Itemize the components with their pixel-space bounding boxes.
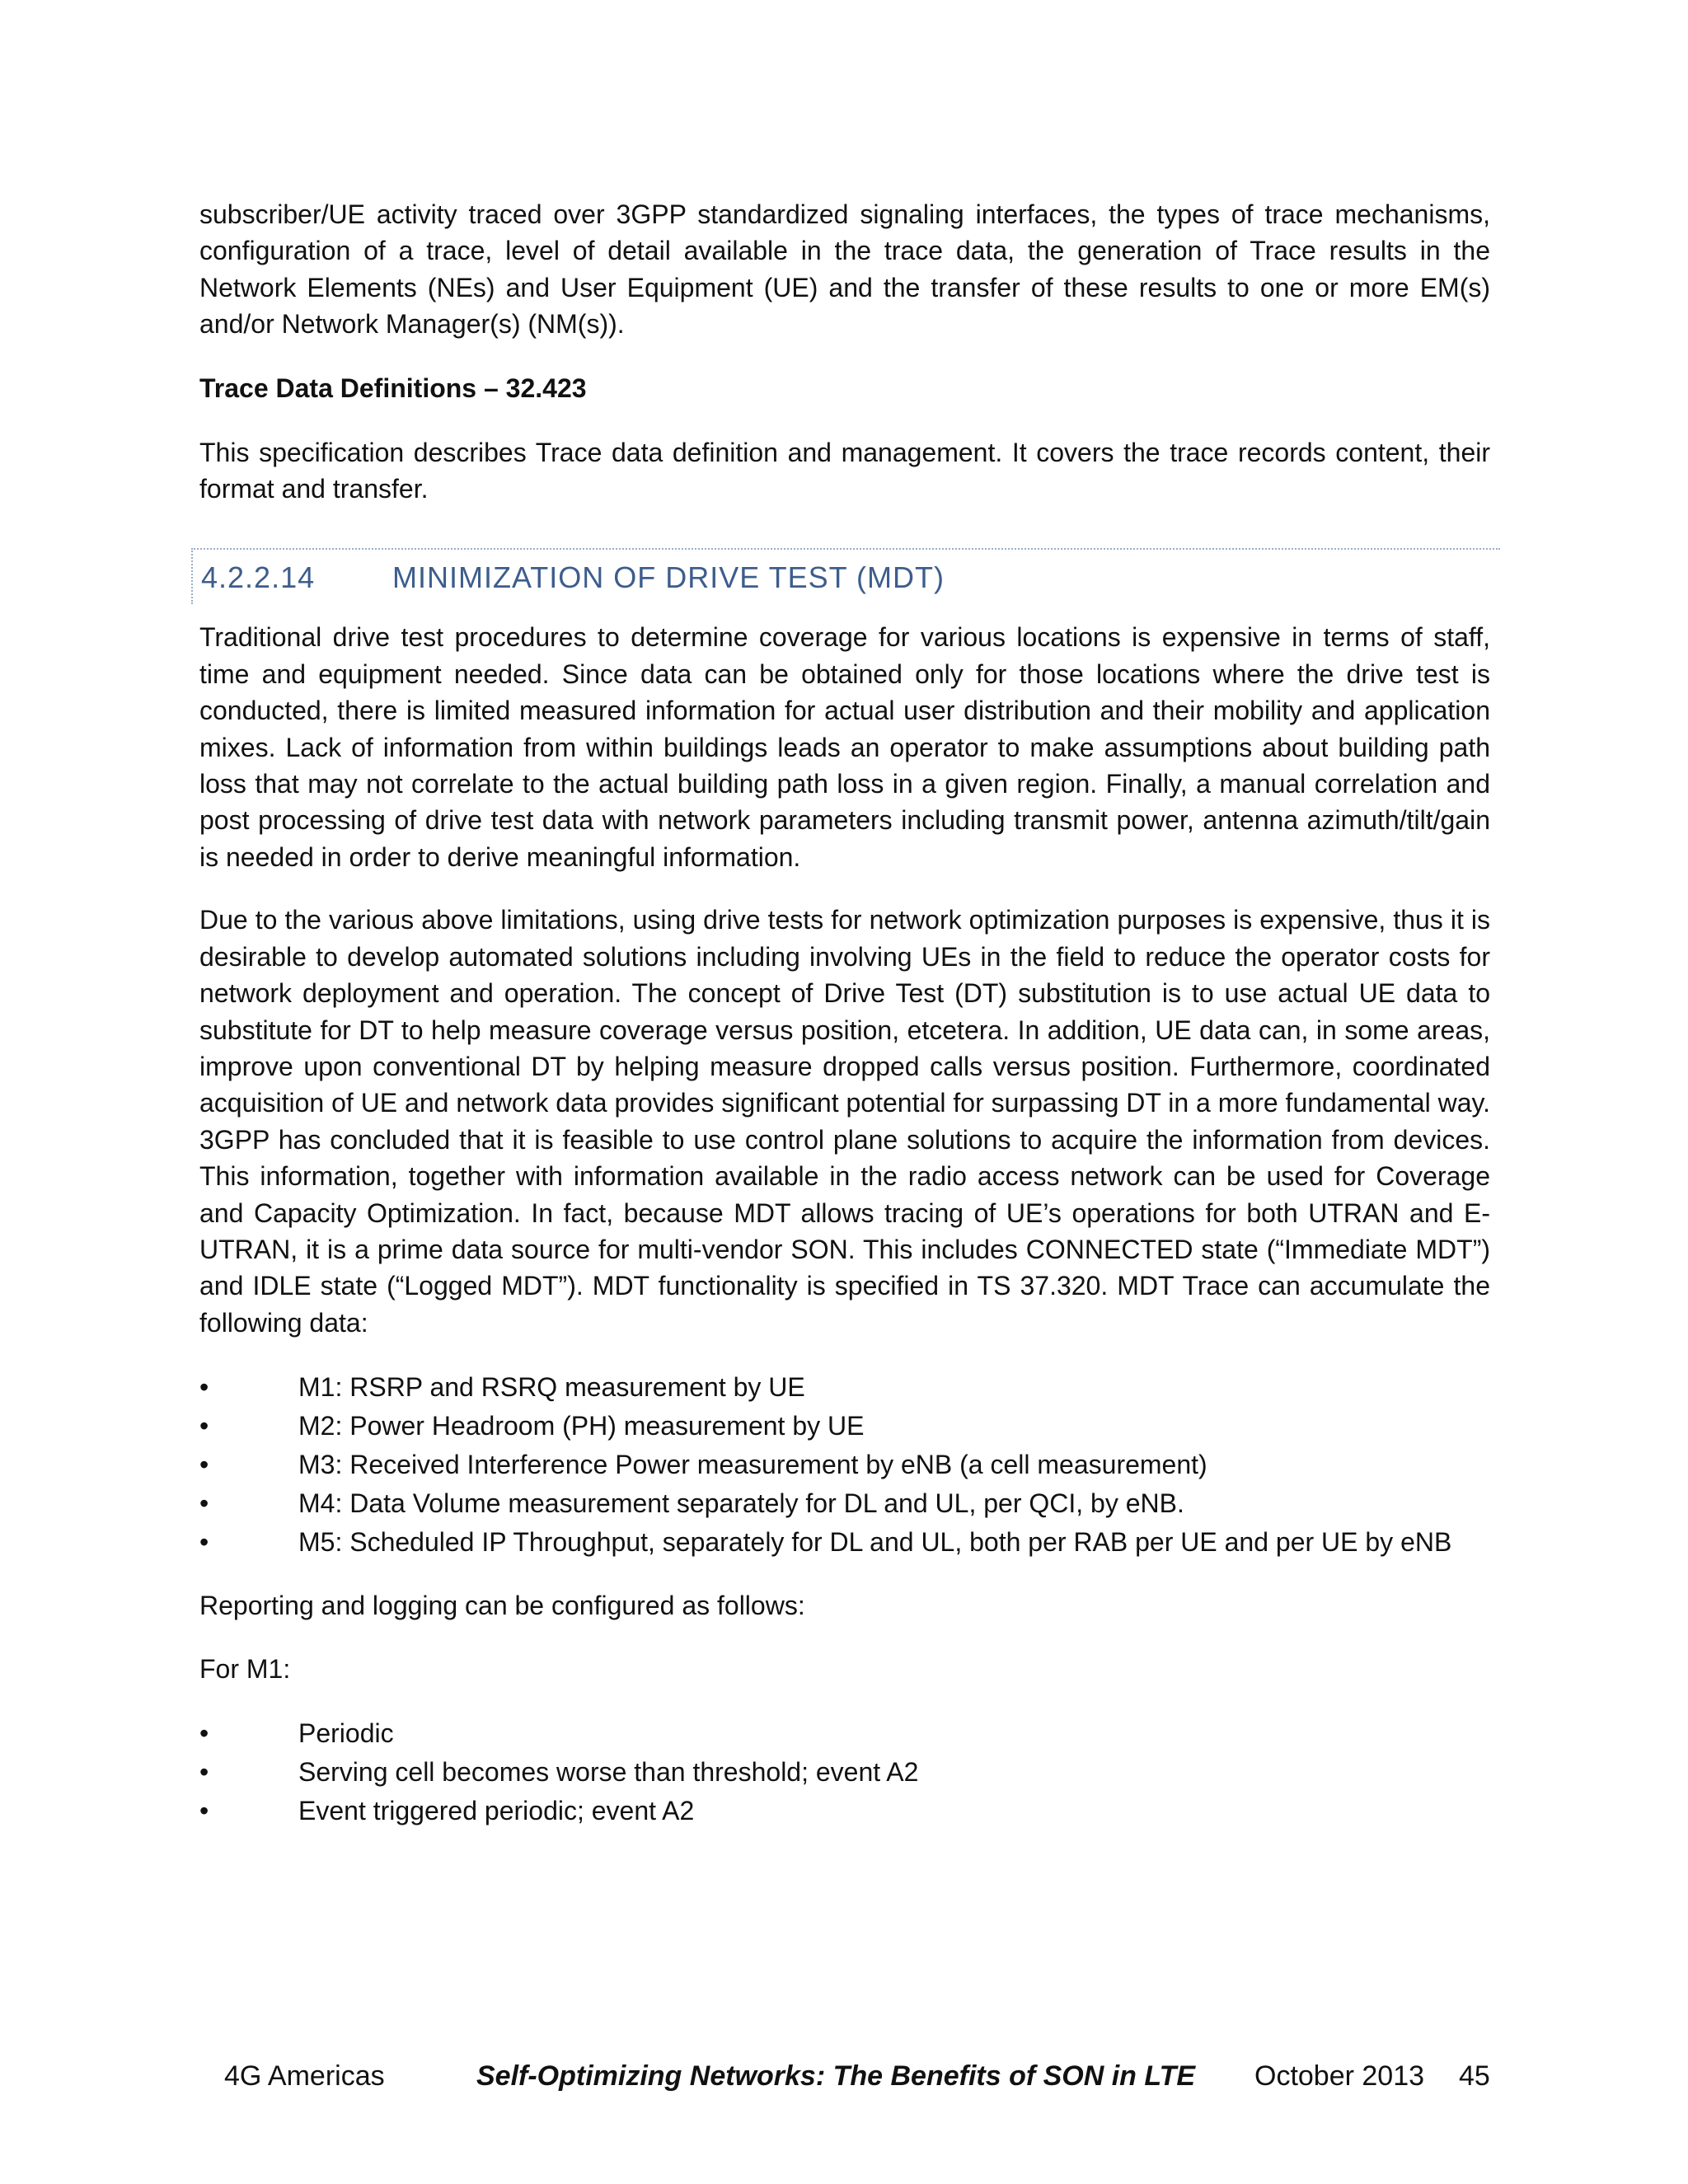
- bullet-icon: •: [199, 1411, 209, 1441]
- trace-data-paragraph: This specification describes Trace data definition and management. It covers the trace records content, their format and transfer.: [199, 437, 1490, 504]
- list-item: [199, 1446, 1490, 1483]
- list-item: [199, 1408, 1490, 1444]
- section-title: MINIMIZATION OF DRIVE TEST (MDT): [392, 560, 945, 595]
- bullet-icon: •: [199, 1372, 209, 1403]
- mdt-paragraph-1: Traditional drive test procedures to determine coverage for various locations is expensive in terms of staff, time and equipment needed. Since data can be obtained only for those locations where the drive test is conducted, there is limited measured information for actual user distribution and their mobility and application mixes. Lack of information from within buildings leads an operator to make assumptions about building path loss that may not correlate to the actual building path loss in a given region. Finally, a manual correlation and post processing of drive test data with network parameters including transmit power, antenna azimuth/tilt/gain is needed in order to derive meaningful information.: [199, 622, 1490, 872]
- bullet-icon: •: [199, 1527, 209, 1558]
- footer-date: October 2013: [1254, 2060, 1425, 2092]
- list-item: [199, 1524, 1490, 1560]
- list-item-text: M3: Received Interference Power measurement by eNB (a cell measurement): [298, 1450, 1207, 1480]
- list-item: [199, 1715, 1490, 1751]
- bullet-icon: •: [199, 1796, 209, 1826]
- mdt-paragraph-2: Due to the various above limitations, using drive tests for network optimization purposes is expensive, thus it is desirable to develop automated solutions including involving UEs in the field to reduce the operator costs for network deployment and operation. The concept of Drive Test (DT) substitution is to use actual UE data to substitute for DT to help measure coverage versus position, etcetera. In addition, UE data can, in some areas, improve upon conventional DT by helping measure dropped calls versus position. Furthermore, coordinated acquisition of UE and network data provides significant potential for surpassing DT in a more fundamental way. 3GPP has concluded that it is feasible to use control plane solutions to acquire the information from devices. This information, together with information available in the radio access network can be used for Coverage and Capacity Optimization. In fact, because MDT allows tracing of UE’s operations for both UTRAN and E-UTRAN, it is a prime data source for multi-vendor SON. This includes CONNECTED state (“Immediate MDT”) and IDLE state (“Logged MDT”). MDT functionality is specified in TS 37.320. MDT Trace can accumulate the following data:: [199, 905, 1490, 1338]
- page-footer: [0, 2058, 1688, 2099]
- bullet-icon: •: [199, 1718, 209, 1749]
- section-heading: [191, 548, 1500, 604]
- reporting-intro: Reporting and logging can be configured as follows:: [199, 1590, 805, 1620]
- list-item: [199, 1754, 1490, 1790]
- bullet-icon: •: [199, 1450, 209, 1480]
- page-content: [199, 196, 1490, 1831]
- bullet-icon: •: [199, 1757, 209, 1788]
- page-number: 45: [1459, 2060, 1490, 2092]
- for-m1-label: For M1:: [199, 1653, 291, 1684]
- list-item-text: M1: RSRP and RSRQ measurement by UE: [298, 1372, 805, 1403]
- m1-options-list: [199, 1715, 1490, 1829]
- footer-title: Self-Optimizing Networks: The Benefits of SON in LTE: [476, 2060, 1196, 2092]
- section-number: 4.2.2.14: [201, 560, 316, 595]
- intro-paragraph: subscriber/UE activity traced over 3GPP standardized signaling interfaces, the types of trace mechanisms, configuration of a trace, level of detail available in the trace data, the generation of Trace results in the Network Elements (NEs) and User Equipment (UE) and the transfer of these results to one or more EM(s) and/or Network Manager(s) (NM(s)).: [199, 199, 1490, 340]
- list-item: [199, 1793, 1490, 1829]
- measurement-list: [199, 1369, 1490, 1560]
- list-item-text: M2: Power Headroom (PH) measurement by UE: [298, 1411, 865, 1441]
- trace-data-heading: Trace Data Definitions – 32.423: [199, 373, 587, 403]
- bullet-icon: •: [199, 1488, 209, 1519]
- list-item-text: M5: Scheduled IP Throughput, separately for DL and UL, both per RAB per UE and per UE by eNB: [298, 1527, 1452, 1558]
- list-item: [199, 1485, 1490, 1521]
- list-item-text: M4: Data Volume measurement separately for DL and UL, per QCI, by eNB.: [298, 1488, 1184, 1519]
- list-item: [199, 1369, 1490, 1405]
- list-item-text: Serving cell becomes worse than threshold; event A2: [298, 1757, 919, 1788]
- list-item-text: Event triggered periodic; event A2: [298, 1796, 695, 1826]
- list-item-text: Periodic: [298, 1718, 394, 1749]
- footer-org: 4G Americas: [224, 2060, 385, 2092]
